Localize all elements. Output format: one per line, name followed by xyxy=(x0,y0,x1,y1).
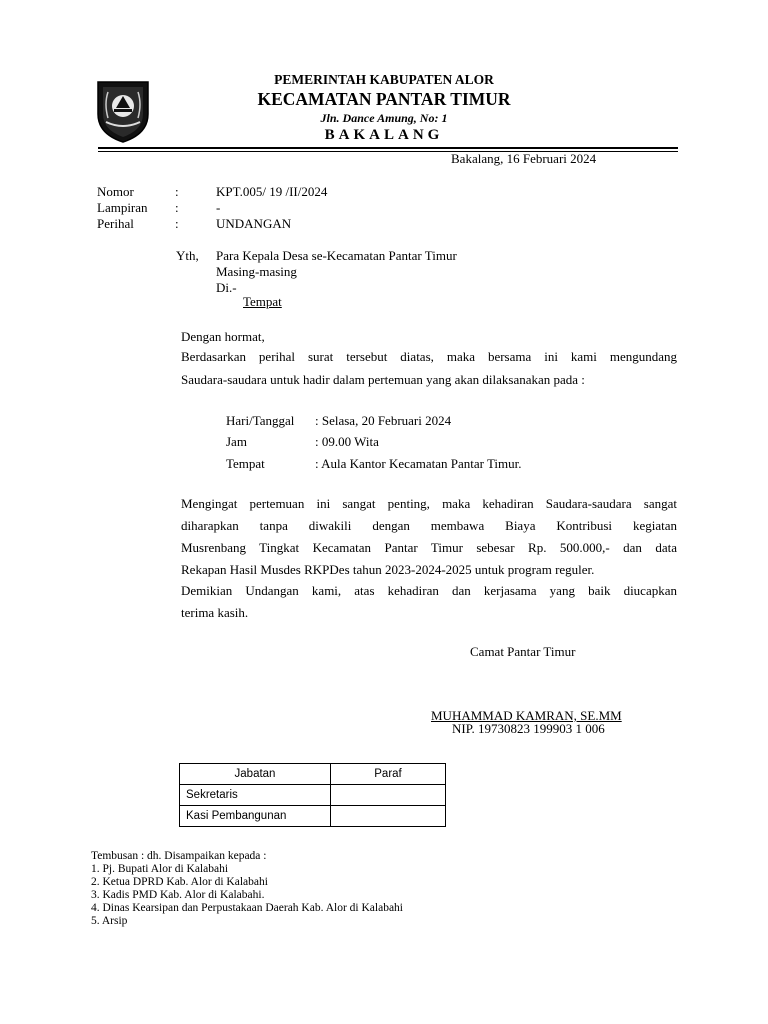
meta-label-perihal: Perihal xyxy=(97,216,134,231)
table-cell-jabatan: Sekretaris xyxy=(180,785,331,806)
meta-colon: : xyxy=(175,200,179,215)
table-header-paraf: Paraf xyxy=(331,764,446,785)
meta-label-lampiran: Lampiran xyxy=(97,200,148,215)
table-row xyxy=(180,806,446,827)
paraf-table xyxy=(179,763,446,827)
greeting: Dengan hormat, xyxy=(181,329,265,344)
event-label-place: Tempat xyxy=(226,456,265,471)
list-item: 2. Ketua DPRD Kab. Alor di Kalabahi xyxy=(91,876,268,888)
list-item: 3. Kadis PMD Kab. Alor di Kalabahi. xyxy=(91,889,265,901)
list-item: 4. Dinas Kearsipan dan Perpustakaan Daerah Kab. Alor di Kalabahi xyxy=(91,902,403,914)
meta-value-perihal: UNDANGAN xyxy=(216,216,292,231)
paragraph-2-line-3: Musrenbang Tingkat Kecamatan Pantar Timur sebesar Rp. 500.000,- dan data xyxy=(181,540,677,555)
table-header-jabatan: Jabatan xyxy=(180,764,331,785)
paragraph-1-line-2: Saudara-saudara untuk hadir dalam pertemuan yang akan dilaksanakan pada : xyxy=(181,372,585,387)
signature-title: Camat Pantar Timur xyxy=(470,644,576,659)
tembusan-heading: Tembusan : dh. Disampaikan kepada : xyxy=(91,850,267,862)
paragraph-2-line-4: Rekapan Hasil Musdes RKPDes tahun 2023-2024-2025 untuk program reguler. xyxy=(181,562,595,577)
signature-name: MUHAMMAD KAMRAN, SE.MM xyxy=(431,708,622,723)
paragraph-3-line-2: terima kasih. xyxy=(181,605,249,620)
event-value-time: : 09.00 Wita xyxy=(315,434,379,449)
list-item: 1. Pj. Bupati Alor di Kalabahi xyxy=(91,863,229,875)
paragraph-1-line-1: Berdasarkan perihal surat tersebut diatas, maka bersama ini kami mengundang xyxy=(181,349,677,364)
letterhead-government: PEMERINTAH KABUPATEN ALOR xyxy=(274,72,494,87)
recipient-line-1: Para Kepala Desa se-Kecamatan Pantar Timur xyxy=(216,248,457,263)
letterhead-district: KECAMATAN PANTAR TIMUR xyxy=(257,89,511,109)
table-cell-paraf xyxy=(331,785,446,806)
paragraph-2-line-1: Mengingat pertemuan ini sangat penting, maka kehadiran Saudara-saudara sangat xyxy=(181,496,677,511)
meta-value-lampiran: - xyxy=(216,200,221,215)
recipient-line-4: Tempat xyxy=(243,294,282,309)
table-cell-jabatan: Kasi Pembangunan xyxy=(180,806,331,827)
letterhead-address: Jln. Dance Amung, No: 1 xyxy=(320,111,448,125)
event-label-time: Jam xyxy=(226,434,247,449)
event-value-place: : Aula Kantor Kecamatan Pantar Timur. xyxy=(315,456,522,471)
recipient-prefix: Yth, xyxy=(176,248,199,263)
signature-nip: NIP. 19730823 199903 1 006 xyxy=(452,721,605,736)
tembusan-section xyxy=(91,850,403,928)
event-label-date: Hari/Tanggal xyxy=(226,413,295,428)
event-value-date: : Selasa, 20 Februari 2024 xyxy=(315,413,452,428)
recipient-line-2: Masing-masing xyxy=(216,264,297,279)
list-item: 5. Arsip xyxy=(91,915,128,927)
place-date: Bakalang, 16 Februari 2024 xyxy=(451,151,597,166)
meta-value-nomor: KPT.005/ 19 /II/2024 xyxy=(216,184,328,199)
paragraph-3-line-1: Demikian Undangan kami, atas kehadiran dan kerjasama yang baik diucapkan xyxy=(181,583,677,598)
paragraph-2-line-2: diharapkan tanpa diwakili dengan membawa Biaya Kontribusi kegiatan xyxy=(181,518,677,533)
meta-colon: : xyxy=(175,216,179,231)
meta-label-nomor: Nomor xyxy=(97,184,134,199)
table-header-row xyxy=(180,764,446,785)
recipient-line-3: Di.- xyxy=(216,280,237,295)
table-row xyxy=(180,785,446,806)
letterhead-divider-thick xyxy=(98,147,678,149)
letterhead-city: BAKALANG xyxy=(324,127,444,143)
table-cell-paraf xyxy=(331,806,446,827)
meta-colon: : xyxy=(175,184,179,199)
